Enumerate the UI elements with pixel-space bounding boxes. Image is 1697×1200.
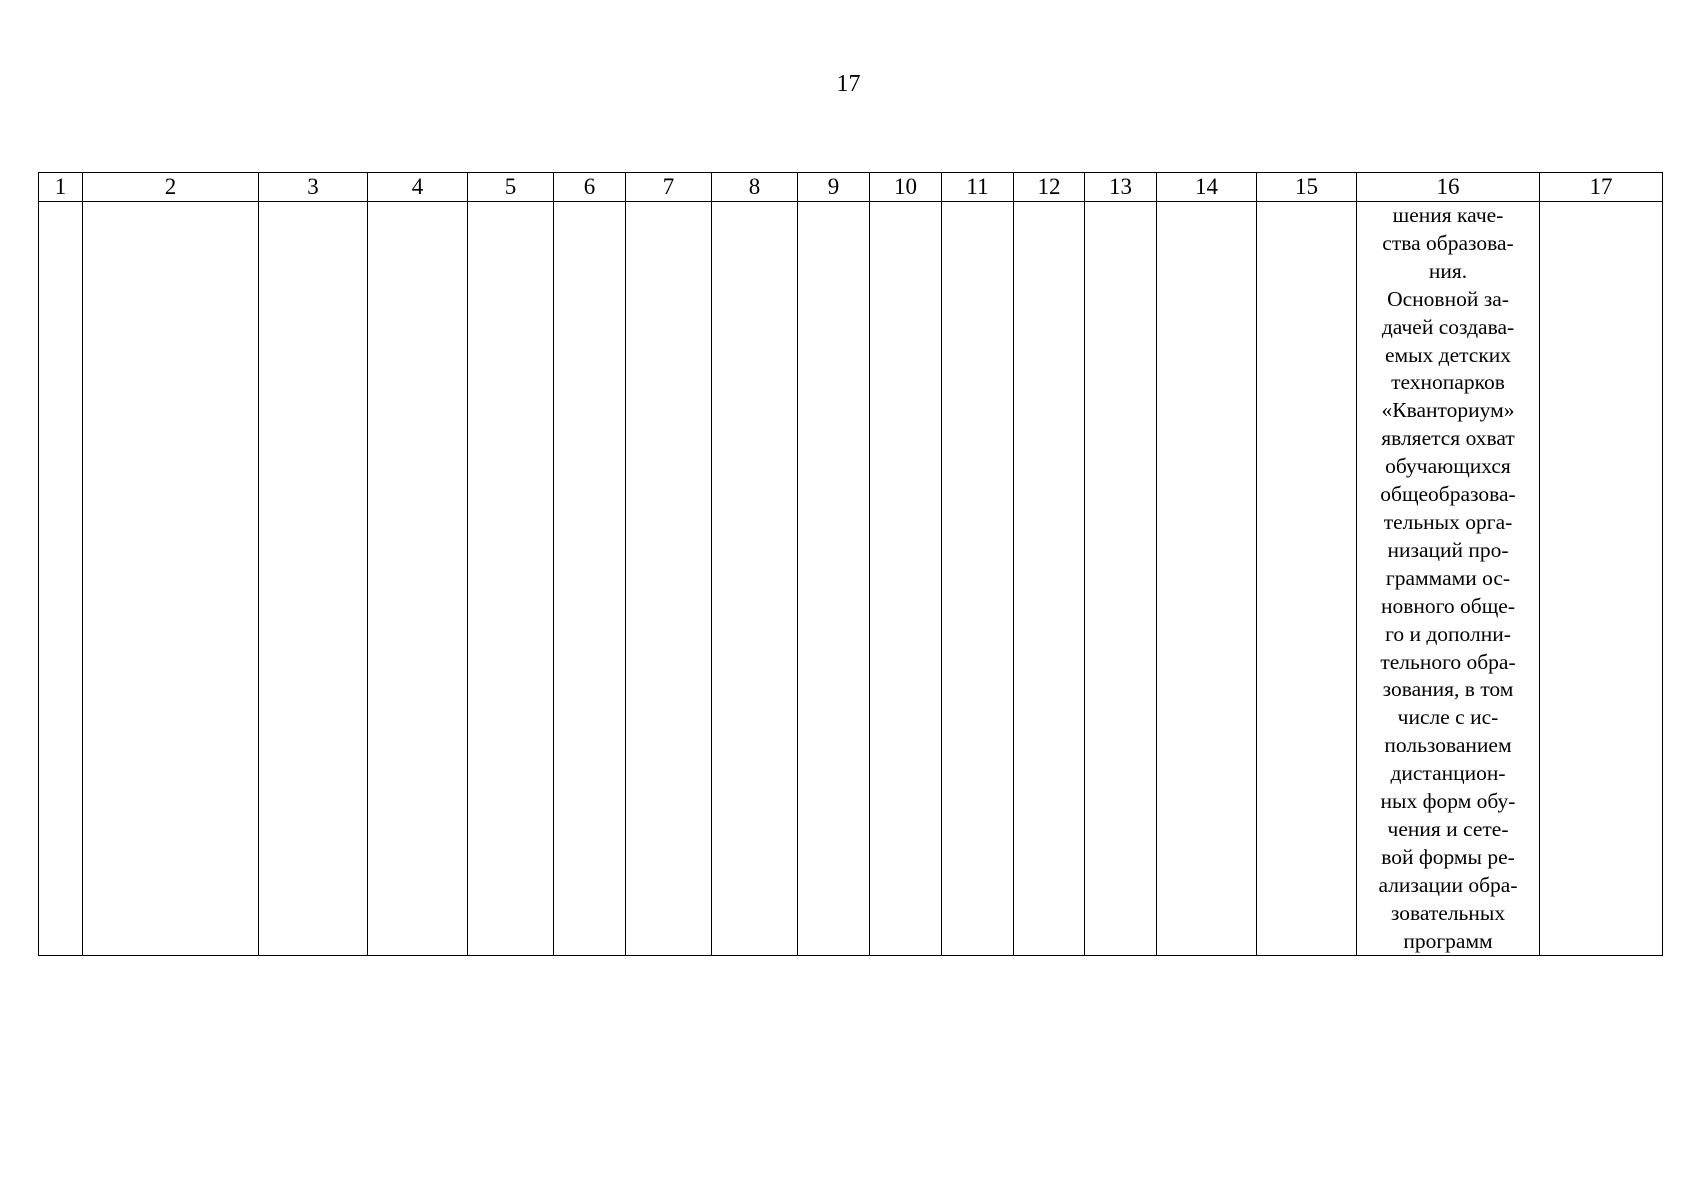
column-header-1: 1 bbox=[39, 173, 83, 202]
data-table bbox=[38, 172, 1663, 956]
table-cell-col-17 bbox=[1540, 202, 1663, 956]
column-header-12: 12 bbox=[1014, 173, 1085, 202]
column-header-16: 16 bbox=[1357, 173, 1540, 202]
table-cell-col-16-text: шения каче- ства образова- ния. Основной за- дачей создава- емых детских технопарков «Кванториум» является охват обучающихся общеобразова- тельных орга- низаций про- граммами ос- новного обще- го и дополни- тельного обра- зования, в том числе с ис- пользованием дистанцион- ных форм обу- чения и сете- вой формы ре- ализации обра- зовательных программ bbox=[1357, 202, 1540, 956]
table-cell-col-6 bbox=[554, 202, 626, 956]
table-cell-col-5 bbox=[468, 202, 554, 956]
table-row bbox=[39, 202, 1663, 956]
column-header-2: 2 bbox=[83, 173, 259, 202]
table-cell-col-1 bbox=[39, 202, 83, 956]
column-header-9: 9 bbox=[798, 173, 870, 202]
header-row bbox=[39, 173, 1663, 202]
column-header-11: 11 bbox=[942, 173, 1014, 202]
table-cell-col-13 bbox=[1085, 202, 1157, 956]
table-cell-col-2 bbox=[83, 202, 259, 956]
table-cell-col-8 bbox=[712, 202, 798, 956]
column-header-15: 15 bbox=[1257, 173, 1357, 202]
column-header-17: 17 bbox=[1540, 173, 1663, 202]
column-header-13: 13 bbox=[1085, 173, 1157, 202]
table-cell-col-4 bbox=[368, 202, 468, 956]
column-header-7: 7 bbox=[626, 173, 712, 202]
table-cell-col-11 bbox=[942, 202, 1014, 956]
column-header-5: 5 bbox=[468, 173, 554, 202]
column-header-3: 3 bbox=[259, 173, 368, 202]
column-header-10: 10 bbox=[870, 173, 942, 202]
column-header-8: 8 bbox=[712, 173, 798, 202]
column-header-14: 14 bbox=[1157, 173, 1257, 202]
table-cell-col-9 bbox=[798, 202, 870, 956]
column-header-6: 6 bbox=[554, 173, 626, 202]
table-cell-col-15 bbox=[1257, 202, 1357, 956]
table-cell-col-10 bbox=[870, 202, 942, 956]
table-cell-col-7 bbox=[626, 202, 712, 956]
table-cell-col-12 bbox=[1014, 202, 1085, 956]
table-cell-col-3 bbox=[259, 202, 368, 956]
column-header-4: 4 bbox=[368, 173, 468, 202]
table-cell-col-14 bbox=[1157, 202, 1257, 956]
page-number: 17 bbox=[836, 71, 861, 97]
